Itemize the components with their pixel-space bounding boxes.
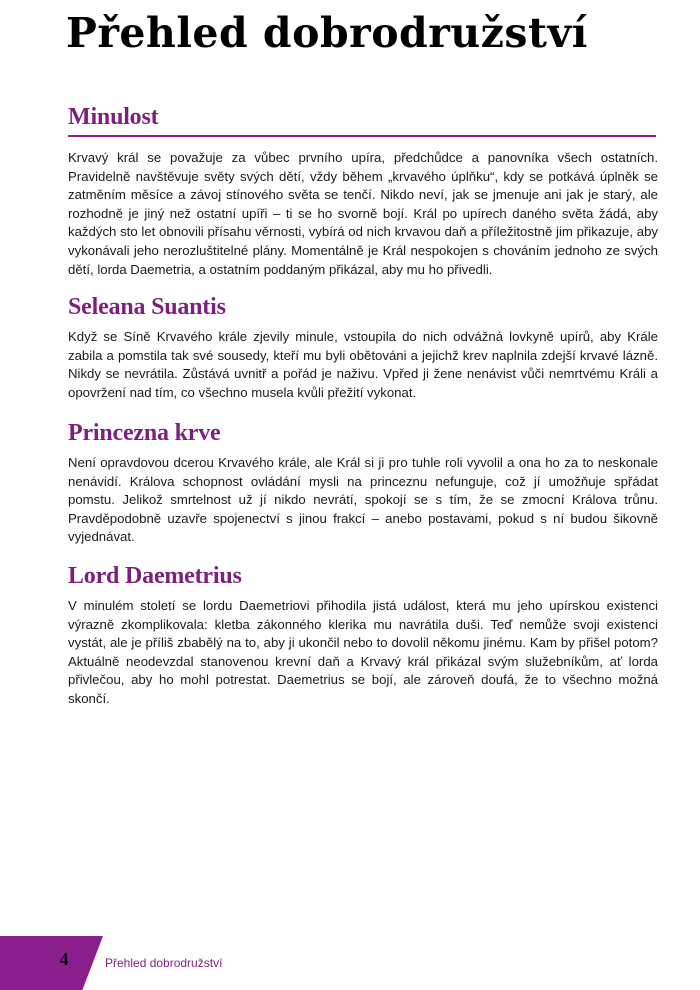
- section-body: Není opravdovou dcerou Krvavého krále, ale Král si ji pro tuhle roli vyvolil a ona ho za to neskonale nenávidí. Králova schopnost ovládání mysli na princeznu nefunguje, což jí umožňuje spřádat pomstu. Jelikož smrtelnost už jí nikdo nevrátí, spokojí se s tím, že se zmocní Králova trůnu. Pravděpodobně uzavře spojenectví s jinou frakcí – anebo postavami, pokud s ní budou šikovně vyjednávat.: [68, 455, 658, 545]
- running-title: Přehled dobrodružství: [105, 956, 223, 970]
- section-lord-daemetrius: [68, 561, 658, 709]
- section-heading: Minulost: [68, 104, 159, 130]
- section-heading: Seleana Suantis: [68, 294, 226, 320]
- heading-rule: [68, 135, 656, 137]
- section-seleana-suantis: [68, 292, 658, 402]
- section-heading: Lord Daemetrius: [68, 563, 242, 589]
- section-body: V minulém století se lordu Daemetriovi přihodila jistá událost, která mu jeho upírskou existenci výrazně zkomplikovala: kletba zákonného klerika mu navrátila duši. Teď nemůže svoji existenci vystát, ale je příliš zbabělý na to, aby ji ukončil nebo to dovolil někomu jinému. Kam by přišel potom? Aktuálně neodevzdal stanovenou krevní daň a Krvavý král přikázal svým služebníkům, ať lorda přivlečou, aby ho mohl potrestat. Daemetrius se bojí, ale zároveň doufá, že to všechno možná skončí.: [68, 598, 658, 706]
- section-minulost: [68, 102, 658, 279]
- section-princezna-krve: [68, 418, 658, 547]
- section-body: Když se Síně Krvavého krále zjevily minule, vstoupila do nich odvážná lovkyně upírů, aby Krále zabila a pomstila tak své sousedy, kteří mu byli obětováni a jejichž krev naplnila zdejší krvavé lázně. Nikdy se nevrátila. Zůstává uvnitř a pořád je naživu. Vpřed ji žene nenávist vůči nemrtvému Králi a opovržení nad tím, co všechno musela kvůli přežití vykonat.: [68, 329, 658, 400]
- section-body: Krvavý král se považuje za vůbec prvního upíra, předchůdce a panovníka všech ostatních. Pravidelně navštěvuje světy svých dětí, vždy během „krvavého úplňku“, kdy se potkává úplněk se zatměním měsíce a závoj stínového světa se tenčí. Nikdo neví, jak se jmenuje ani jak je starý, ale rozhodně je jiný než ostatní upíři – ti se ho svorně bojí. Král po upírech daného světa žádá, aby každých sto let obnovili přísahu věrnosti, vybírá od nich krvavou daň a příležitostně jim přikazuje, aby vykonávali jeho nerozluštitelné plány. Momentálně je Král nespokojen s chováním jednoho ze svých dětí, lorda Daemetria, a ostatním poddaným přikázal, aby mu ho přivedli.: [68, 150, 658, 277]
- section-heading: Princezna krve: [68, 420, 221, 446]
- page-title: Přehled dobrodružství: [66, 9, 588, 57]
- page-number: 4: [59, 949, 69, 969]
